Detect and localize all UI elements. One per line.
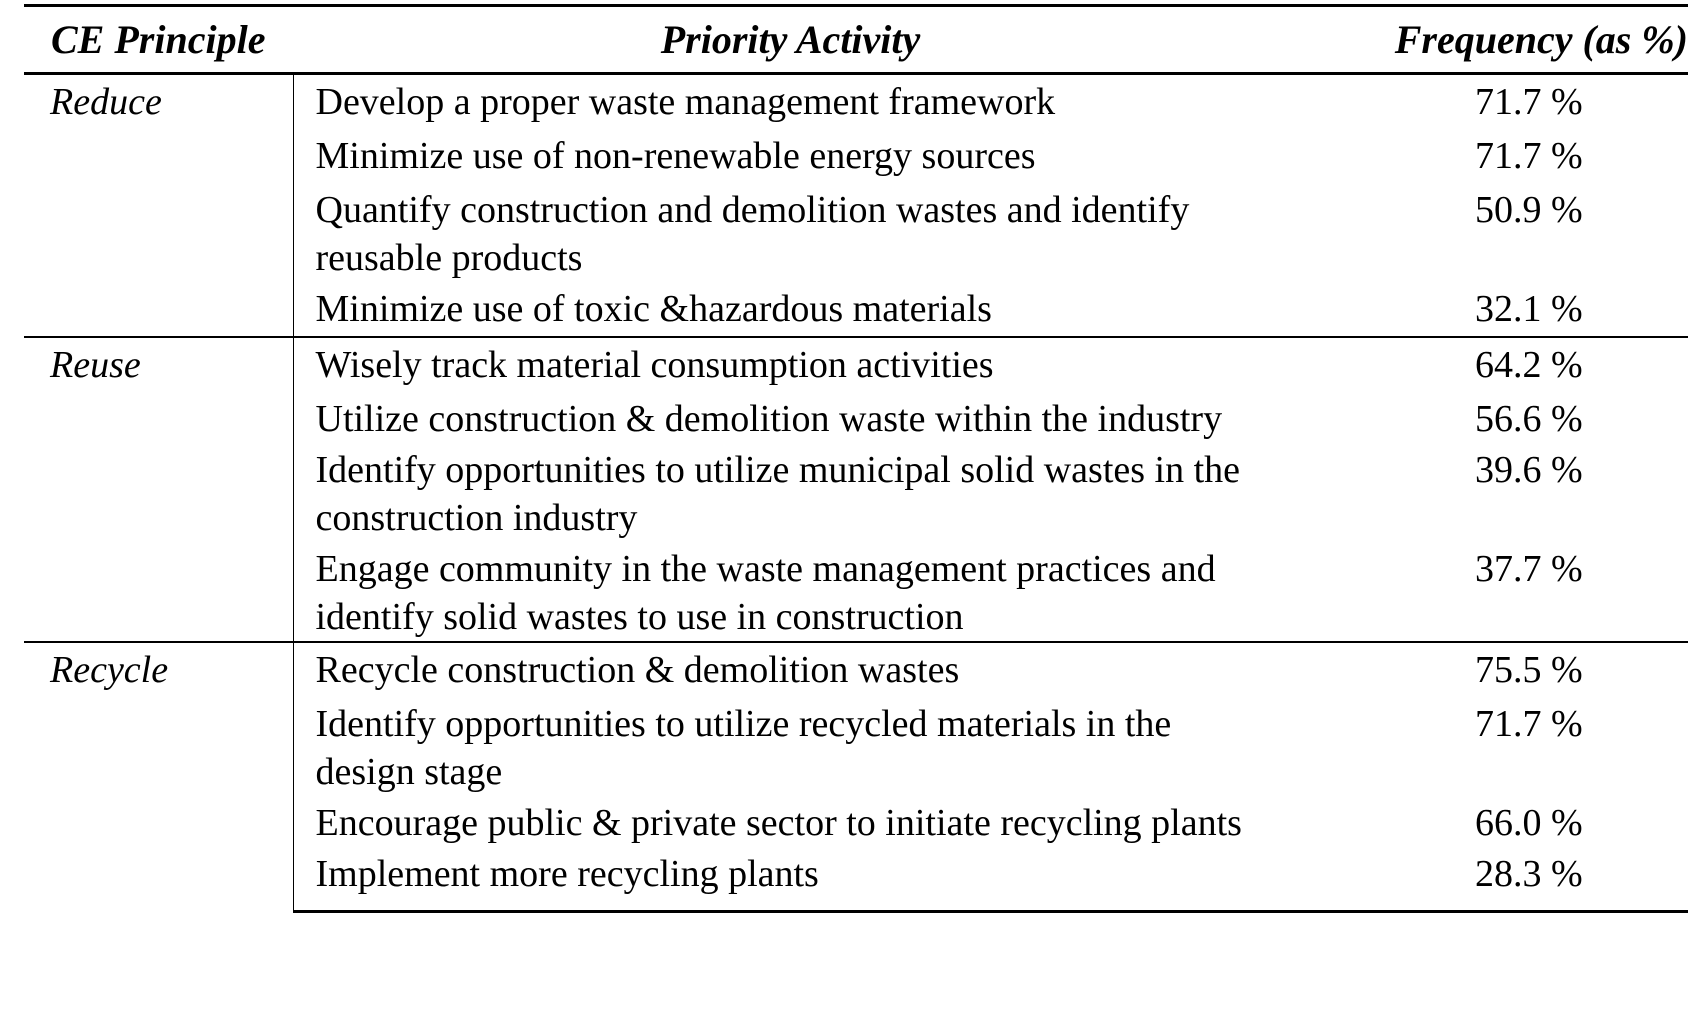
frequency-cell: 71.7 %	[1475, 135, 1583, 177]
activity-cell: Engage community in the waste management practices and identify solid wastes to use in construction	[315, 548, 1216, 638]
frequency-cell: 50.9 %	[1475, 189, 1583, 231]
table-header	[24, 6, 1688, 74]
frequency-cell: 64.2 %	[1288, 337, 1688, 392]
table-body	[24, 74, 1688, 912]
header-ce-principle: CE Principle	[24, 6, 293, 74]
activity-cell: Encourage public & private sector to initiate recycling plants	[315, 802, 1242, 844]
principle-reduce: Reduce	[24, 74, 293, 338]
activity-cell: Recycle construction & demolition wastes	[293, 642, 1288, 697]
frequency-cell: 28.3 %	[1288, 847, 1688, 912]
frequency-cell: 32.1 %	[1475, 288, 1583, 330]
priority-activities-table	[24, 4, 1688, 913]
frequency-cell: 56.6 %	[1475, 398, 1583, 440]
principle-reuse: Reuse	[24, 337, 293, 642]
header-row	[24, 6, 1688, 74]
table-row	[24, 74, 1688, 130]
activity-cell: Minimize use of non-renewable energy sources	[315, 135, 1036, 177]
activity-cell: Minimize use of toxic &hazardous materials	[315, 288, 992, 330]
frequency-cell: 39.6 %	[1475, 449, 1583, 491]
header-priority-activity: Priority Activity	[293, 6, 1288, 74]
frequency-cell: 66.0 %	[1475, 802, 1583, 844]
header-frequency: Frequency (as %)	[1288, 6, 1688, 74]
table-row	[24, 642, 1688, 697]
activity-cell: Quantify construction and demolition wastes and identify reusable products	[315, 189, 1190, 279]
frequency-cell: 37.7 %	[1475, 548, 1583, 590]
activity-cell: Identify opportunities to utilize recycled materials in the design stage	[315, 703, 1172, 793]
activity-cell: Identify opportunities to utilize municipal solid wastes in the construction industry	[315, 449, 1241, 539]
frequency-cell: 75.5 %	[1288, 642, 1688, 697]
table-row	[24, 337, 1688, 392]
activity-cell: Develop a proper waste management framework	[293, 74, 1288, 130]
activity-cell: Utilize construction & demolition waste within the industry	[315, 398, 1223, 440]
frequency-cell: 71.7 %	[1475, 703, 1583, 745]
activity-cell: Wisely track material consumption activities	[293, 337, 1288, 392]
frequency-cell: 71.7 %	[1288, 74, 1688, 130]
activity-cell: Implement more recycling plants	[293, 847, 1288, 912]
principle-recycle: Recycle	[24, 642, 293, 912]
